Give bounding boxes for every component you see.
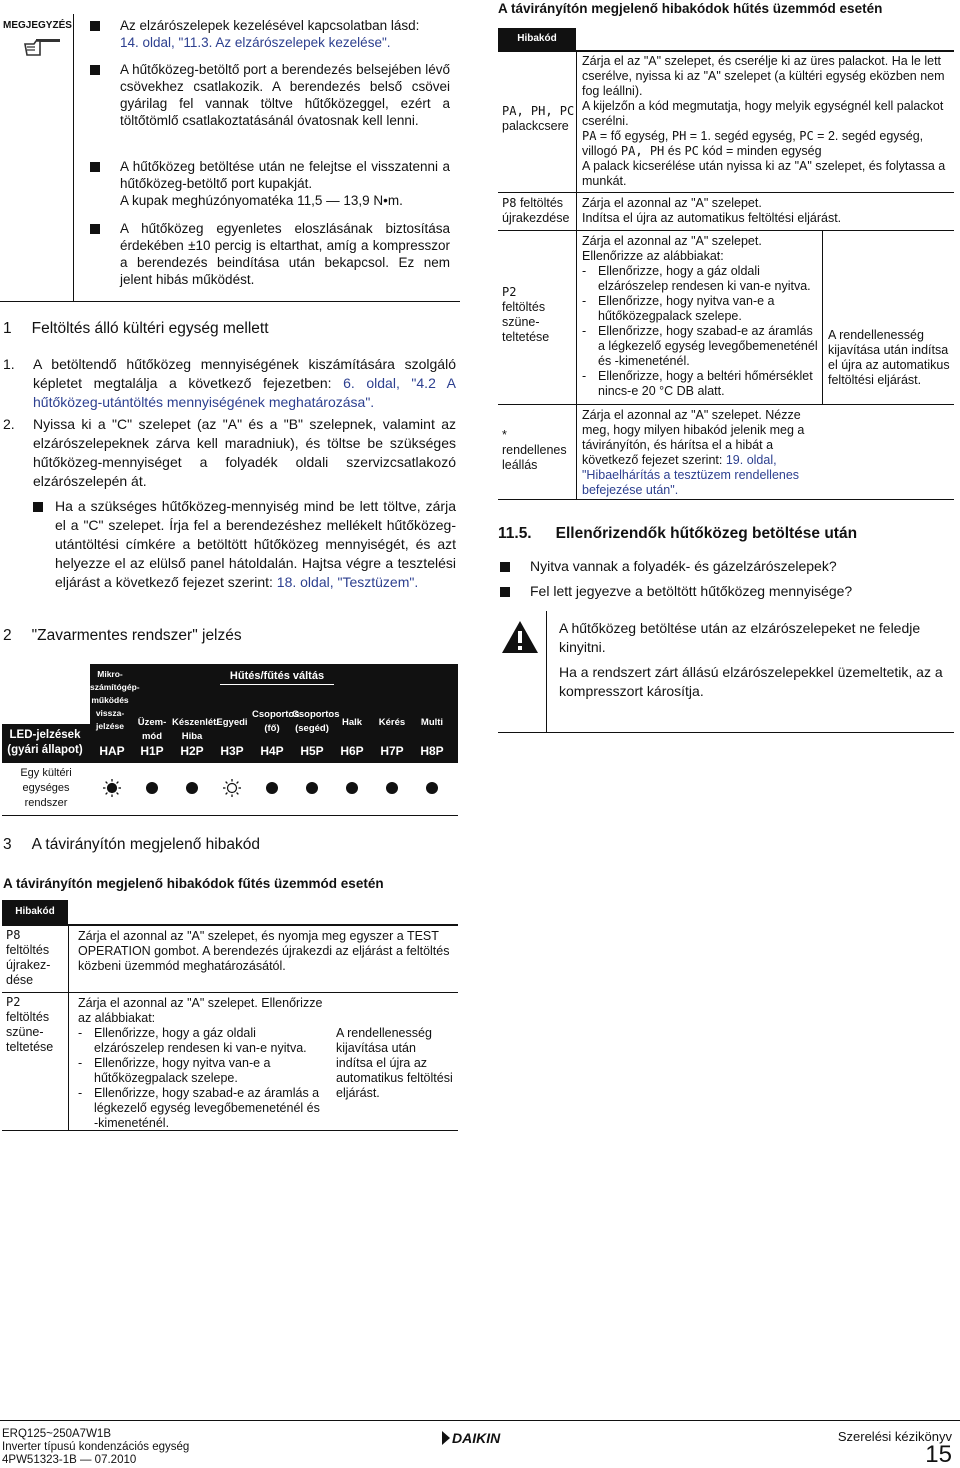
- led-code-h2p: H2P: [180, 744, 204, 758]
- section1-step1: 1. A betöltendő hűtőközeg mennyiségének kiszámítására szolgáló képletet megtalálja a következő fejezetben: 6. oldal, "4.2 A hűtőközeg-utántöltés mennyiségének meghatározása".: [3, 356, 457, 410]
- led-blink-icon: [102, 778, 122, 798]
- heating-row-p2: P2 feltöltés szüne-teltetése: [6, 995, 54, 1054]
- led-on-icon: [382, 778, 402, 798]
- led-col-header-0: Mikro-számítógép-működés vissza-jelzése: [90, 669, 140, 731]
- cooling-row-p8: P8 feltöltés újrakezdése: [502, 196, 570, 225]
- troubleshoot-link[interactable]: 19. oldal, "Hibaelhárítás a tesztüzem rendellenes befejezése után".: [582, 453, 800, 497]
- led-on-icon: [422, 778, 442, 798]
- check-text: Ellenőrizze, hogy nyitva van-e a hűtőközegpalack szelepe.: [598, 294, 775, 323]
- check-text: Ellenőrizze, hogy nyitva van-e a hűtőközegpalack szelepe.: [94, 1056, 271, 1085]
- section1-step2: 2. Nyissa ki a "C" szelepet (az "A" és a "B" szelepnek, valamint az elzárószelepeknek zárva kell maradniuk), és töltse be szükséges hűtőközeg-mennyiséget a folyadék oldali szervizcsatlakozó elzárószelepén át.: [3, 416, 456, 489]
- led-table: [2, 664, 458, 816]
- cooling-title: A távirányítón megjelenő hibakódok hűtés üzemmód esetén: [498, 1, 883, 16]
- led-code-h4p: H4P: [260, 744, 284, 758]
- warning-text: A hűtőközeg betöltése után az elzárószelepeket ne feledje kinyitni. Ha a rendszert zárt állású elzárószelepekkel üzemeltetik, az a kompresszort károsítja.: [559, 620, 943, 699]
- cooling-p2-side: A rendellenesség kijavítása után indítsa el újra az automatikus feltöltési eljárást.: [828, 328, 950, 387]
- led-code-hap: HAP: [99, 744, 125, 758]
- led-off-icon: [222, 778, 242, 798]
- check-item: [582, 264, 822, 294]
- led-col-header-2: Készenlét/ Hiba: [172, 717, 219, 742]
- heating-p8-text: Zárja el azonnal az "A" szelepet, és nyomja meg egyszer a TEST OPERATION gombot. A berendezés újrakezdi az eljárást a feltöltés közbeni üzemmód meghatározásától.: [78, 929, 450, 973]
- heating-row-p8: P8 feltöltés újrakez-dése: [6, 928, 51, 987]
- led-on-icon: [262, 778, 282, 798]
- led-col-header-6: Halk: [341, 717, 363, 728]
- led-on-icon: [342, 778, 362, 798]
- section3-heading: 3 A távirányítón megjelenő hibakód: [3, 836, 260, 853]
- led-on-icon: [142, 778, 162, 798]
- section-11-5-heading: 11.5. Ellenőrizendők hűtőközeg betöltése után: [498, 525, 858, 542]
- check-item: [582, 369, 822, 399]
- led-code-h6p: H6P: [340, 744, 364, 758]
- check-item: [582, 324, 822, 369]
- led-col-header-8: Multi: [420, 717, 444, 728]
- section2-heading: 2 "Zavarmentes rendszer" jelzés: [3, 627, 242, 644]
- dash: -: [78, 1026, 83, 1040]
- dash: -: [582, 294, 587, 308]
- led-code-h1p: H1P: [140, 744, 164, 758]
- heating-p2-side: A rendellenesség kijavítása után indítsa el újra az automatikus feltöltési eljárást.: [336, 1026, 453, 1100]
- led-col-header-3: Egyedi: [216, 717, 248, 728]
- cooling-table: [498, 28, 954, 500]
- svg-text:DAIKIN: DAIKIN: [452, 1430, 501, 1446]
- cooling-p2-checks: Zárja el azonnal az "A" szelepet. Ellenőrizze az alábbiakat: - Ellenőrizze, hogy a gáz oldali elzárószelep rendesen ki van-e nyitva. - Ellenőrizze, hogy nyitva van-e a hűtőközegpalack szelepe. - Ellenőrizze, hogy szabad-e az áramlás a légkezelő egység levegőbemeneténél és -kimeneténél. - Ellenőrizze, hogy a beltéri hőmérséklet nincs-e 20 °C DB alatt.: [582, 234, 822, 399]
- led-col-header-4: Csoportos (fő): [252, 709, 300, 734]
- led-col-header-1: Üzem-mód: [137, 717, 167, 742]
- daikin-logo: [440, 1428, 514, 1448]
- dash: -: [582, 324, 587, 338]
- dash: -: [78, 1056, 83, 1070]
- check-item: [582, 294, 822, 324]
- section1-heading: 1 Feltöltés álló kültéri egység mellett: [3, 320, 269, 337]
- led-on-icon: [182, 778, 202, 798]
- led-row-label: LED-jelzések (gyári állapot): [7, 729, 83, 756]
- led-data-label: Egy kültéri egységes rendszer: [20, 767, 72, 809]
- test-link[interactable]: 18. oldal, "Tesztüzem".: [276, 574, 419, 590]
- check-item: [78, 1086, 326, 1131]
- check-item: [78, 1026, 326, 1056]
- dash: -: [78, 1086, 83, 1100]
- footer-manual: Szerelési kézikönyv: [837, 1429, 952, 1444]
- dash: -: [582, 369, 587, 383]
- led-code-h8p: H8P: [420, 744, 444, 758]
- led-code-h5p: H5P: [300, 744, 324, 758]
- check-text: Ellenőrizze, hogy szabad-e az áramlás a légkezelő egység levegőbemeneténél és -kimeneténél.: [94, 1086, 320, 1130]
- heating-col-header: Hibakód: [2, 900, 68, 924]
- led-on-icon: [302, 778, 322, 798]
- cooling-row-p2: P2 feltöltés szüne-teltetése: [502, 285, 550, 344]
- group-header: Hűtés/fűtés váltás: [218, 668, 336, 685]
- led-code-h3p: H3P: [220, 744, 244, 758]
- footer-left: ERQ125~250A7W1B Inverter típusú kondenzációs egység 4PW51323-1B — 07.2010: [2, 1428, 190, 1466]
- note-label: MEGJEGYZÉS: [3, 20, 72, 31]
- led-code-h7p: H7P: [380, 744, 404, 758]
- check-item: [78, 1056, 326, 1086]
- check-text: Ellenőrizze, hogy a gáz oldali elzárószelep rendesen ki van-e nyitva.: [598, 264, 811, 293]
- note-hand-icon: [22, 36, 62, 58]
- section3-subtitle: A távirányítón megjelenő hibakódok fűtés üzemmód esetén: [3, 876, 384, 891]
- led-col-header-7: Kérés: [378, 717, 406, 728]
- cooling-p8-text: Zárja el azonnal az "A" szelepet. Indítsa el újra az automatikus feltöltési eljárást.: [582, 196, 842, 225]
- dash: -: [582, 264, 587, 278]
- check-text: Ellenőrizze, hogy szabad-e az áramlás a légkezelő egység levegőbemeneténél és -kimeneténél.: [598, 324, 818, 368]
- warning-icon: [500, 619, 540, 655]
- cooling-row-abnormal: * rendellenes leállás: [502, 428, 567, 472]
- cooling-col-header: Hibakód: [498, 28, 576, 50]
- note-link-elzaro[interactable]: 14. oldal, "11.3. Az elzárószelepek kezelése".: [120, 35, 391, 50]
- check-text: Ellenőrizze, hogy a gáz oldali elzárószelep rendesen ki van-e nyitva.: [94, 1026, 307, 1055]
- step1-link[interactable]: 6. oldal, "4.2 A hűtőközeg-utántöltés mennyiségének meghatározása".: [33, 375, 457, 410]
- cooling-row-pa: PA, PH, PC palackcsere: [502, 104, 575, 133]
- heating-p2-checks: Zárja el azonnal az "A" szelepet. Ellenőrizze az alábbiakat: - Ellenőrizze, hogy a gáz oldali elzárószelep rendesen ki van-e nyitva. - Ellenőrizze, hogy nyitva van-e a hűtőközegpalack szelepe. - Ellenőrizze, hogy szabad-e az áramlás a légkezelő egység levegőbemeneténél és -kimeneténél.: [78, 996, 326, 1131]
- cooling-pa-text: Zárja el az "A" szelepet, és cserélje ki az üres palackot. Ha le lett cserélve, nyissa ki az "A" szelepet (a kültéri egység eközben nem fog leállni). A kijelzőn a kód megmutatja, hogy melyik egységnél kell palackot cserélni. PA = fő egység, PH = 1. segéd egység, PC = 2. segéd egység, villogó PA, PH és PC kód = minden egység A palack kicserélése után nyissa ki az "A" szelepet, és folytassa a munkát.: [582, 54, 946, 188]
- check-text: Ellenőrizze, hogy a beltéri hőmérséklet nincs-e 20 °C DB alatt.: [598, 369, 813, 398]
- led-col-header-5: Csoportos (segéd): [292, 709, 340, 734]
- page-number: 15: [925, 1441, 952, 1468]
- cooling-abnormal-text: Zárja el azonnal az "A" szelepet. Nézze meg, hogy milyen hibakód jelenik meg a távirányítón, és hárítsa el a hibát a következő fejezet szerint: 19. oldal, "Hibaelhárítás a tesztüzem rendellenes befejezése után".: [582, 408, 805, 497]
